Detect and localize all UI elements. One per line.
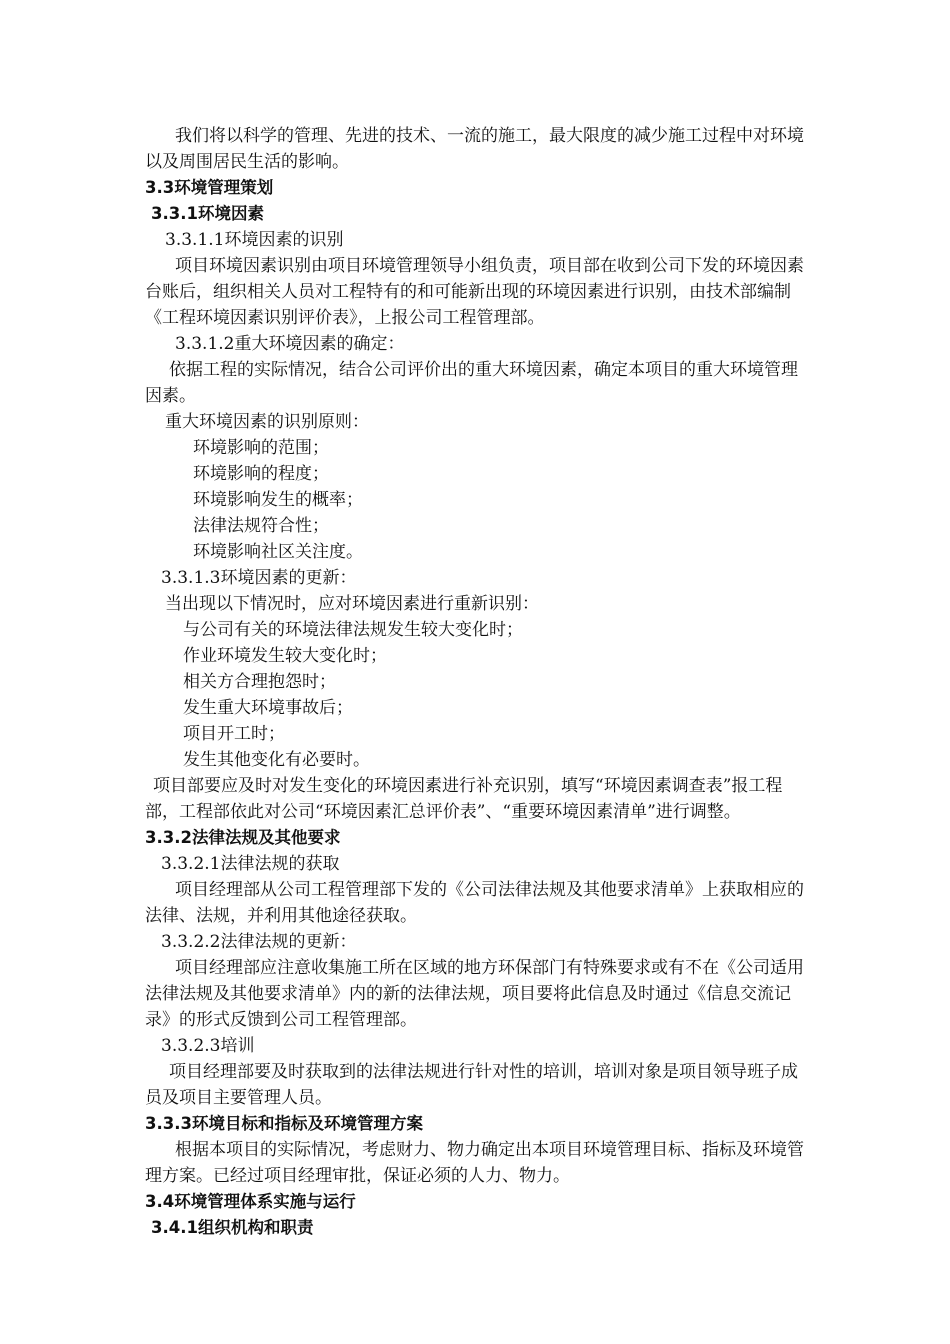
section-heading: 3.4环境管理体系实施与运行 xyxy=(145,1192,356,1211)
paragraph: 项目经理部要及时获取到的法律法规进行针对性的培训，培训对象是项目领导班子成员及项目主要管理人员。 xyxy=(145,1062,798,1108)
list-lead: 当出现以下情况时，应对环境因素进行重新识别： xyxy=(165,594,539,614)
paragraph: 我们将以科学的管理、先进的技术、一流的施工，最大限度的减少施工过程中对环境以及周围居民生活的影响。 xyxy=(145,126,804,172)
sub-subsection-heading: 3.3.2.2法律法规的更新： xyxy=(161,932,357,952)
list-lead: 重大环境因素的识别原则： xyxy=(165,412,369,432)
list-item: 环境影响的程度； xyxy=(193,464,329,484)
sub-subsection-heading: 3.3.1.1环境因素的识别 xyxy=(165,230,344,250)
sub-subsection-heading: 3.3.2.1法律法规的获取 xyxy=(161,854,340,874)
paragraph: 项目部要应及时对发生变化的环境因素进行补充识别，填写“环境因素调查表”报工程部，工程部依此对公司“环境因素汇总评价表”、“重要环境因素清单”进行调整。 xyxy=(145,776,783,822)
paragraph: 项目经理部从公司工程管理部下发的《公司法律法规及其他要求清单》上获取相应的法律、法规，并利用其他途径获取。 xyxy=(145,880,804,926)
subsection-heading: 3.3.1环境因素 xyxy=(151,204,264,223)
section-heading: 3.3.2法律法规及其他要求 xyxy=(145,828,341,847)
sub-subsection-heading: 3.3.2.3培训 xyxy=(161,1036,255,1056)
list-item: 环境影响社区关注度。 xyxy=(193,542,363,562)
list-item: 发生重大环境事故后； xyxy=(183,698,353,718)
list-item: 相关方合理抱怨时； xyxy=(183,672,336,692)
list-item: 环境影响发生的概率； xyxy=(193,490,363,510)
sub-subsection-heading: 3.3.1.3环境因素的更新： xyxy=(161,568,357,588)
list-item: 法律法规符合性； xyxy=(193,516,329,536)
section-heading: 3.3环境管理策划 xyxy=(145,178,274,197)
list-item: 项目开工时； xyxy=(183,724,285,744)
paragraph: 根据本项目的实际情况，考虑财力、物力确定出本项目环境管理目标、指标及环境管理方案。已经过项目经理审批，保证必须的人力、物力。 xyxy=(145,1140,804,1186)
document-body xyxy=(145,123,813,1241)
paragraph: 项目环境因素识别由项目环境管理领导小组负责，项目部在收到公司下发的环境因素台账后，组织相关人员对工程特有的和可能新出现的环境因素进行识别，由技术部编制《工程环境因素识别评价表》，上报公司工程管理部。 xyxy=(145,256,804,328)
list-item: 发生其他变化有必要时。 xyxy=(183,750,370,770)
list-item: 与公司有关的环境法律法规发生较大变化时； xyxy=(183,620,523,640)
list-item: 环境影响的范围； xyxy=(193,438,329,458)
list-item: 作业环境发生较大变化时； xyxy=(183,646,387,666)
paragraph: 依据工程的实际情况，结合公司评价出的重大环境因素，确定本项目的重大环境管理因素。 xyxy=(145,360,798,406)
section-heading: 3.3.3环境目标和指标及环境管理方案 xyxy=(145,1114,423,1133)
paragraph: 项目经理部应注意收集施工所在区域的地方环保部门有特殊要求或有不在《公司适用法律法规及其他要求清单》内的新的法律法规，项目要将此信息及时通过《信息交流记录》的形式反馈到公司工程管理部。 xyxy=(145,958,804,1030)
sub-subsection-heading: 3.3.1.2重大环境因素的确定： xyxy=(175,334,405,354)
subsection-heading: 3.4.1组织机构和职责 xyxy=(151,1218,314,1237)
